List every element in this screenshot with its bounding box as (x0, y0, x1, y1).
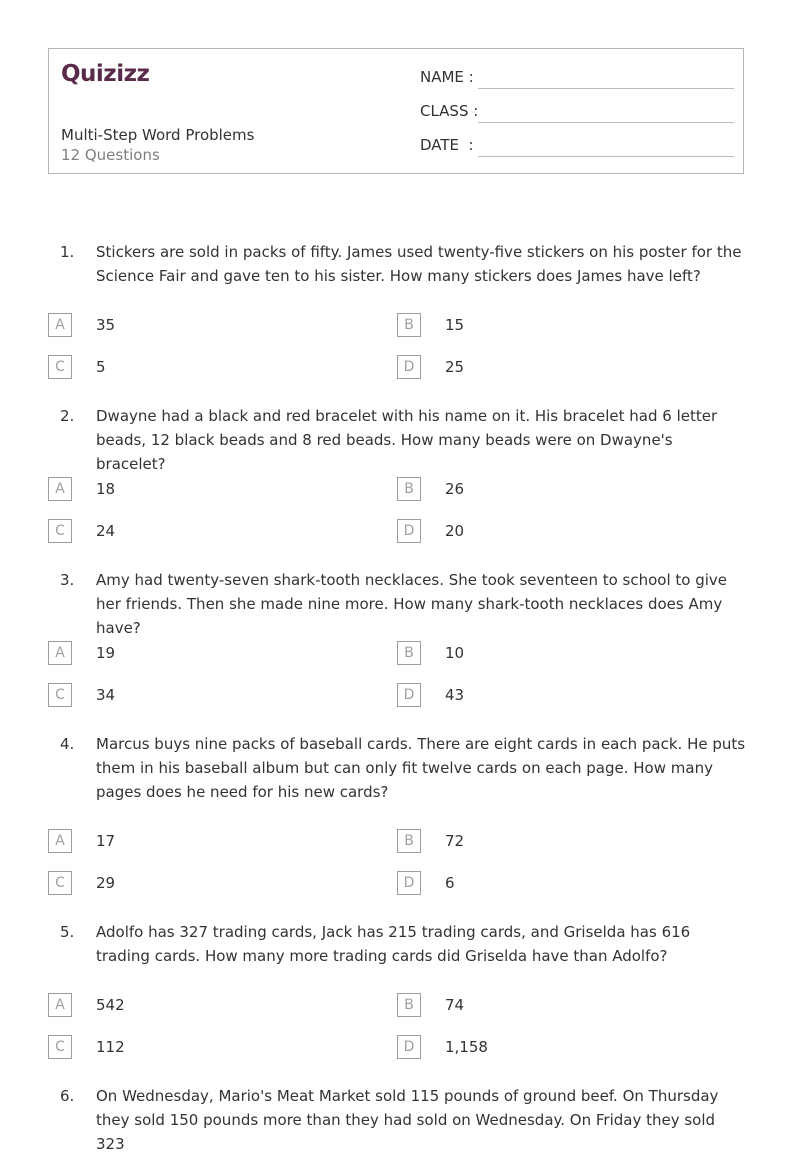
question-number: 4. (60, 735, 75, 753)
option-letter-box: D (397, 683, 421, 707)
option-letter-box: B (397, 313, 421, 337)
question-text: Dwayne had a black and red bracelet with his name on it. His bracelet had 6 letter beads, 12 black beads and 8 red beads. How many beads were on Dwayne's bracelet? (96, 407, 718, 473)
class-field[interactable] (420, 102, 734, 122)
question-number: 5. (60, 923, 75, 941)
quizizz-logo (61, 59, 151, 85)
option-letter-box: A (48, 641, 72, 665)
worksheet-title: Multi-Step Word Problems (61, 126, 255, 144)
option-value: 6 (445, 874, 455, 892)
option-letter-box: B (397, 641, 421, 665)
option-value: 542 (96, 996, 125, 1014)
option-letter-box: A (48, 313, 72, 337)
option-value: 26 (445, 480, 465, 498)
option-letter-box: A (48, 993, 72, 1017)
option-letter-box: C (48, 871, 72, 895)
option-value: 20 (445, 522, 465, 540)
option-letter-box: A (48, 477, 72, 501)
option-value: 17 (96, 832, 116, 850)
option-value: 18 (96, 480, 116, 498)
option-value: 72 (445, 832, 465, 850)
option-value: 43 (445, 686, 465, 704)
option-value: 112 (96, 1038, 125, 1056)
question-text: Marcus buys nine packs of baseball cards. There are eight cards in each pack. He puts them in his baseball album but can only fit twelve cards on each page. How many pages does he need for his new cards? (96, 735, 746, 801)
class-label: CLASS : (420, 102, 479, 120)
option-letter-box: D (397, 871, 421, 895)
question-number: 3. (60, 571, 75, 589)
option-value: 35 (96, 316, 116, 334)
name-label: NAME : (420, 68, 474, 86)
question-text: Amy had twenty-seven shark-tooth necklaces. She took seventeen to school to give her friends. Then she made nine more. How many shark-tooth necklaces does Amy have? (96, 571, 728, 637)
option-letter-box: B (397, 477, 421, 501)
question-number: 2. (60, 407, 75, 425)
question-number: 1. (60, 243, 75, 261)
question-text: On Wednesday, Mario's Meat Market sold 115 pounds of ground beef. On Thursday they sold 150 pounds more than they had sold on Wednesday. On Friday they sold 323 (96, 1087, 719, 1153)
option-value: 34 (96, 686, 116, 704)
option-letter-box: C (48, 683, 72, 707)
option-value: 74 (445, 996, 465, 1014)
option-letter-box: D (397, 1035, 421, 1059)
option-letter-box: A (48, 829, 72, 853)
svg-text:Quizizz: Quizizz (61, 61, 150, 85)
question-text: Stickers are sold in packs of fifty. James used twenty-five stickers on his poster for the Science Fair and gave ten to his sister. How many stickers does James have left? (96, 243, 742, 285)
option-value: 25 (445, 358, 465, 376)
option-letter-box: B (397, 829, 421, 853)
option-letter-box: C (48, 1035, 72, 1059)
date-field[interactable] (420, 136, 734, 156)
option-value: 19 (96, 644, 116, 662)
option-letter-box: C (48, 519, 72, 543)
name-line[interactable] (478, 88, 734, 89)
date-line[interactable] (478, 156, 734, 157)
option-value: 29 (96, 874, 116, 892)
option-value: 10 (445, 644, 465, 662)
question-count: 12 Questions (61, 146, 160, 164)
name-field[interactable] (420, 68, 734, 88)
option-value: 1,158 (445, 1038, 488, 1056)
question-text: Adolfo has 327 trading cards, Jack has 215 trading cards, and Griselda has 616 trading cards. How many more trading cards did Griselda have than Adolfo? (96, 923, 691, 965)
question-number: 6. (60, 1087, 75, 1105)
option-letter-box: B (397, 993, 421, 1017)
option-letter-box: D (397, 519, 421, 543)
worksheet-header (48, 48, 744, 174)
option-letter-box: C (48, 355, 72, 379)
option-letter-box: D (397, 355, 421, 379)
date-label: DATE : (420, 136, 474, 154)
class-line[interactable] (478, 122, 734, 123)
option-value: 15 (445, 316, 465, 334)
option-value: 24 (96, 522, 116, 540)
option-value: 5 (96, 358, 106, 376)
